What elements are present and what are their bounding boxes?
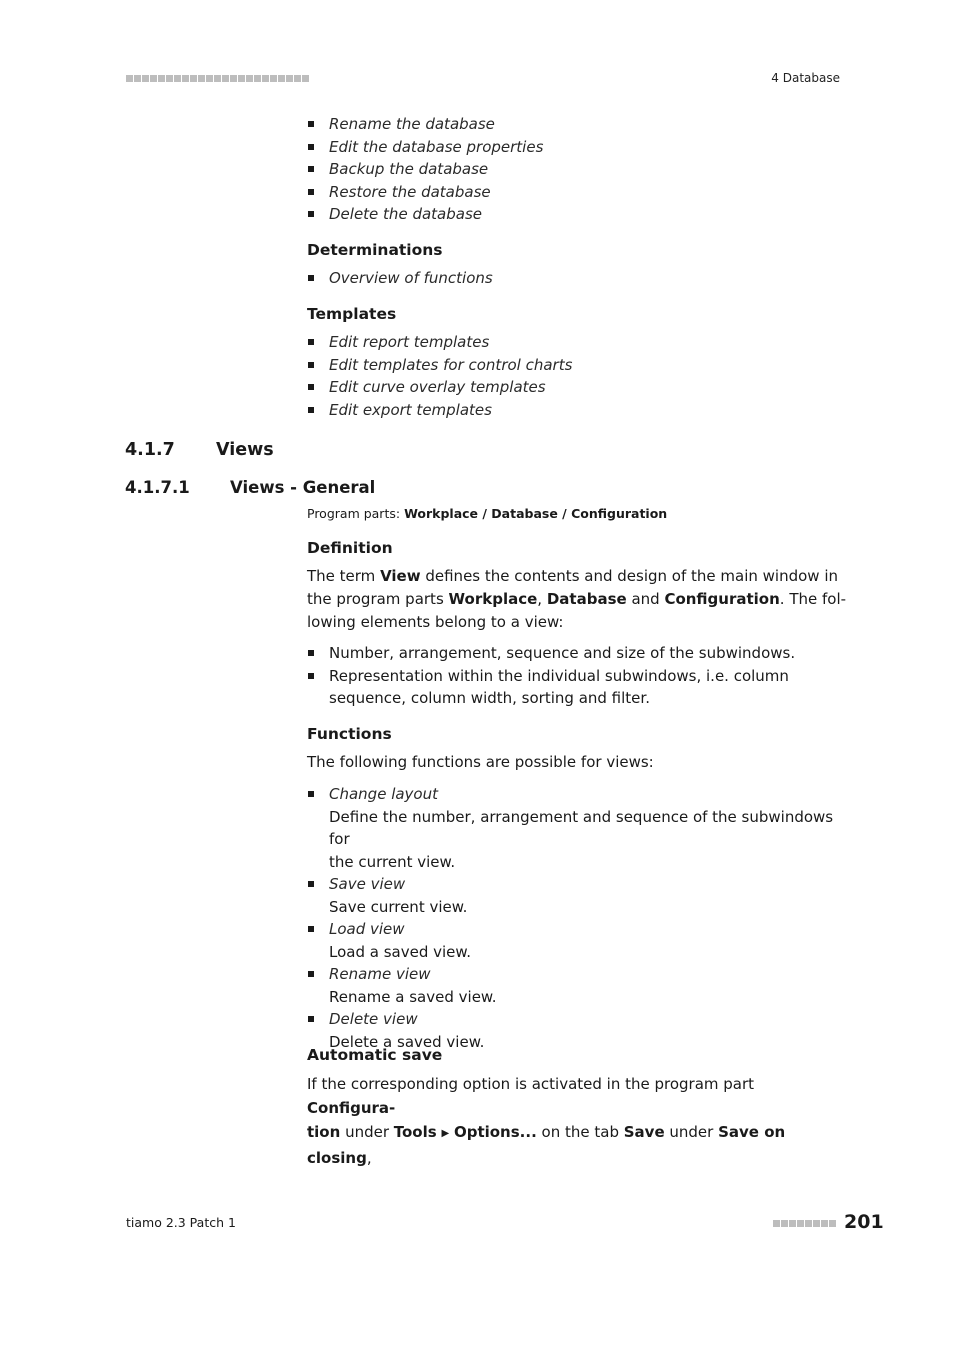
functions-heading: Functions bbox=[307, 725, 392, 743]
term-workplace: Workplace bbox=[448, 590, 538, 608]
list-item: Rename the database bbox=[307, 113, 847, 136]
footer-decoration bbox=[773, 1220, 836, 1227]
view-elements-list bbox=[307, 642, 847, 710]
text: sequence, column width, sorting and filter. bbox=[329, 689, 650, 707]
list-item: Number, arrangement, sequence and size of the subwindows. bbox=[307, 642, 847, 665]
list-item: Backup the database bbox=[307, 158, 847, 181]
page-number: 201 bbox=[844, 1211, 884, 1233]
function-name: Delete view bbox=[329, 1010, 418, 1028]
definition-heading: Definition bbox=[307, 539, 393, 557]
list-item: Edit export templates bbox=[307, 399, 847, 422]
term-options: Options... bbox=[453, 1123, 537, 1141]
text: and bbox=[626, 590, 665, 608]
text: on the tab bbox=[536, 1123, 624, 1141]
autosave-heading: Automatic save bbox=[307, 1046, 443, 1064]
templates-list bbox=[307, 331, 847, 421]
list-item: Edit the database properties bbox=[307, 136, 847, 159]
list-item bbox=[307, 783, 847, 873]
list-item bbox=[307, 873, 847, 918]
term-configuration-cont: tion bbox=[307, 1123, 341, 1141]
function-desc: Delete a saved view. bbox=[329, 1032, 485, 1051]
function-desc: Load a saved view. bbox=[329, 942, 472, 961]
term-tools: Tools bbox=[393, 1123, 437, 1141]
section-number: 4.1.7 bbox=[125, 440, 175, 460]
text: . The fol- bbox=[779, 590, 847, 608]
definition-paragraph bbox=[307, 565, 847, 634]
text: Representation within the individual subwindows, i.e. column bbox=[329, 666, 789, 685]
text: The term bbox=[307, 567, 381, 585]
chapter-title: 4 Database bbox=[771, 71, 840, 85]
section-title: Views bbox=[216, 440, 274, 460]
footer-product: tiamo 2.3 Patch 1 bbox=[126, 1215, 236, 1230]
function-desc: the current view. bbox=[329, 852, 456, 871]
list-item bbox=[307, 963, 847, 1008]
list-item bbox=[307, 665, 847, 710]
term-configuration: Configuration bbox=[664, 590, 780, 608]
functions-list bbox=[307, 783, 847, 1053]
program-parts bbox=[307, 506, 847, 521]
text: lowing elements belong to a view: bbox=[307, 613, 564, 631]
text: , bbox=[537, 590, 547, 608]
functions-intro: The following functions are possible for views: bbox=[307, 753, 654, 771]
database-functions-list bbox=[307, 113, 847, 226]
function-name: Change layout bbox=[329, 785, 438, 803]
function-name: Save view bbox=[329, 875, 406, 893]
term-database: Database bbox=[546, 590, 627, 608]
term-view: View bbox=[380, 567, 421, 585]
determinations-heading: Determinations bbox=[307, 241, 443, 259]
program-parts-label: Program parts: bbox=[307, 506, 401, 521]
list-item: Edit templates for control charts bbox=[307, 354, 847, 377]
term-configuration: Configura- bbox=[307, 1099, 396, 1117]
text: under bbox=[664, 1123, 719, 1141]
function-name: Rename view bbox=[329, 965, 431, 983]
list-item: Restore the database bbox=[307, 181, 847, 204]
function-name: Load view bbox=[329, 920, 405, 938]
header-decoration bbox=[126, 75, 309, 82]
list-item: Delete the database bbox=[307, 203, 847, 226]
program-parts-value: Workplace / Database / Configuration bbox=[404, 506, 668, 521]
autosave-paragraph bbox=[307, 1072, 847, 1170]
subsection-title: Views - General bbox=[230, 478, 376, 497]
subsection-number: 4.1.7.1 bbox=[125, 478, 190, 497]
text: defines the contents and design of the main window in the program parts bbox=[307, 567, 839, 608]
text: If the corresponding option is activated in the program part bbox=[307, 1075, 755, 1093]
arrow-right-icon: ▶ bbox=[441, 1128, 450, 1139]
templates-heading: Templates bbox=[307, 305, 397, 323]
term-save: Save bbox=[623, 1123, 665, 1141]
list-item: Overview of functions bbox=[307, 267, 847, 290]
term-save-on-closing: Save on closing bbox=[307, 1123, 786, 1167]
function-desc: Define the number, arrangement and sequence of the subwindows for bbox=[329, 807, 834, 848]
determinations-list bbox=[307, 267, 847, 290]
list-item: Edit curve overlay templates bbox=[307, 376, 847, 399]
function-desc: Save current view. bbox=[329, 897, 468, 916]
list-item bbox=[307, 918, 847, 963]
function-desc: Rename a saved view. bbox=[329, 987, 497, 1006]
text: , bbox=[366, 1149, 372, 1167]
list-item: Edit report templates bbox=[307, 331, 847, 354]
text: under bbox=[340, 1123, 394, 1141]
